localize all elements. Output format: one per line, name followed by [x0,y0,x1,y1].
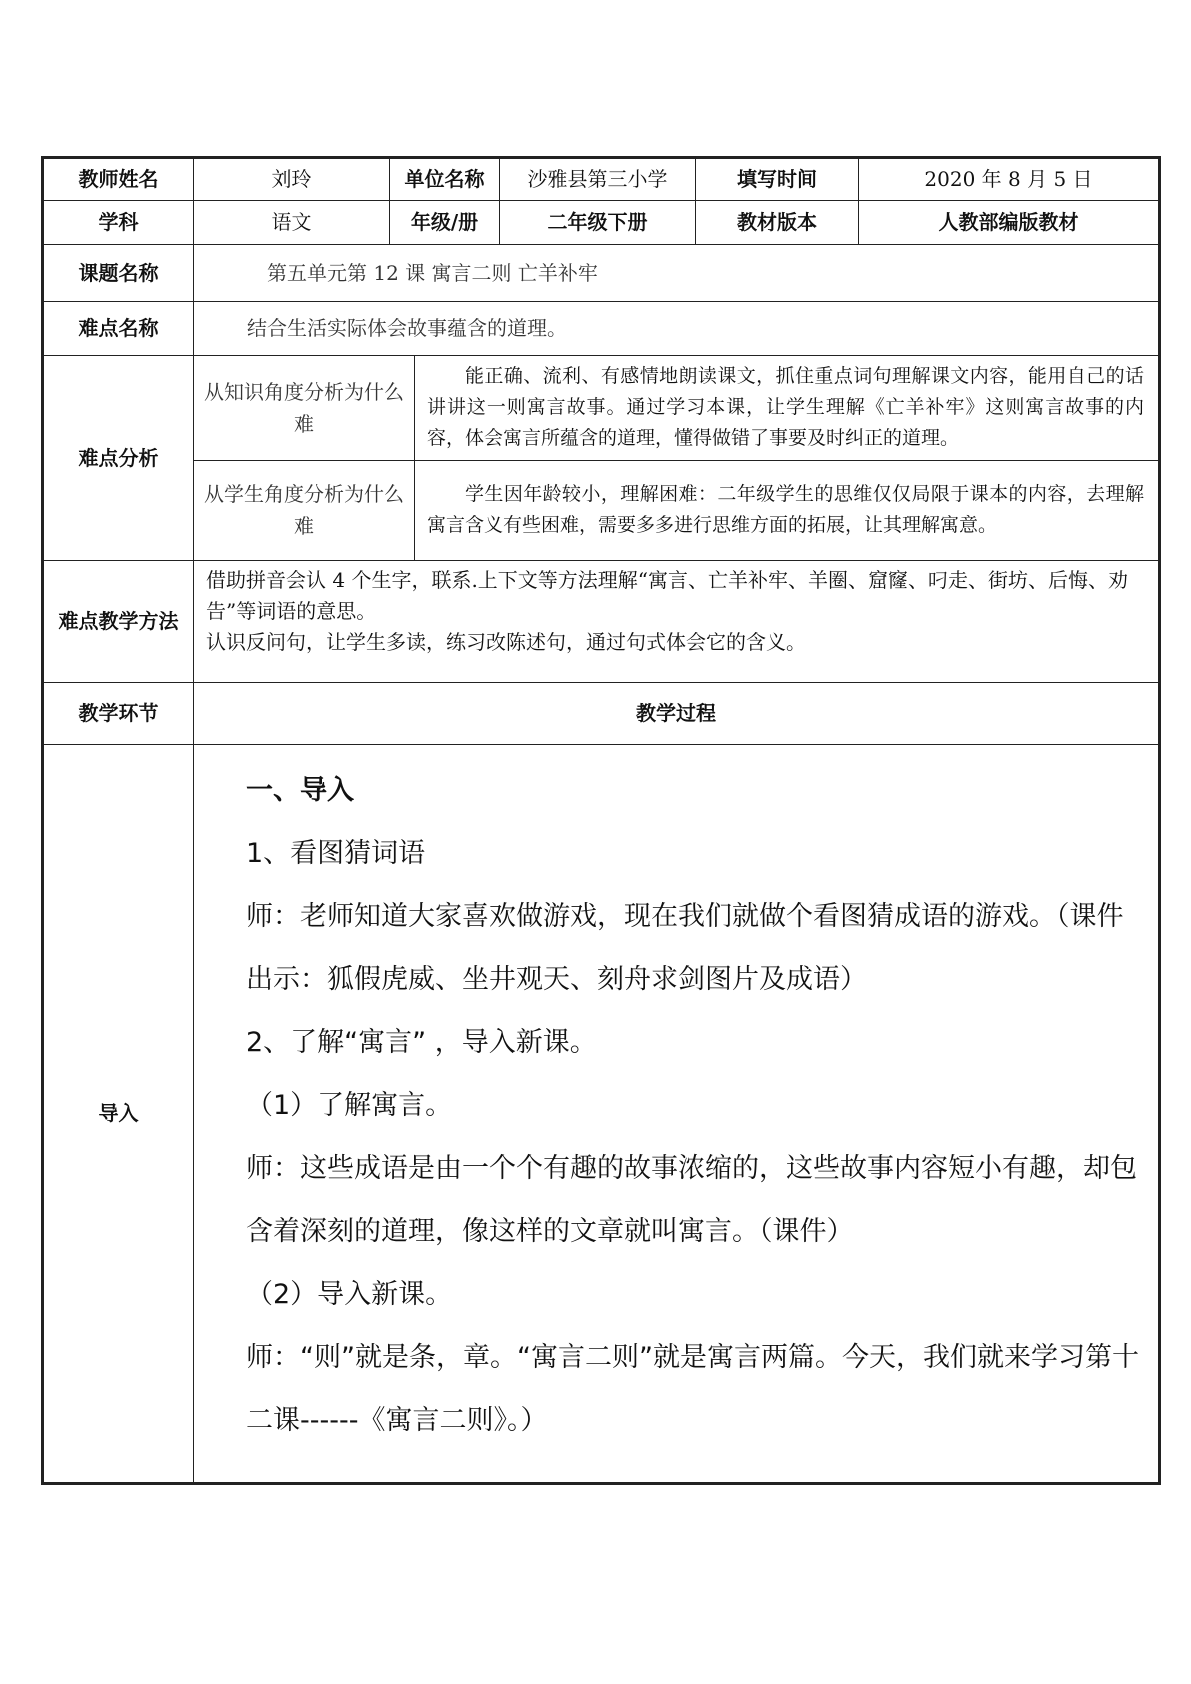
topic-value: 第五单元第 12 课 寓言二则 亡羊补牢 [194,245,1160,302]
intro-heading: 一、导入 [246,775,354,806]
edition-label: 教材版本 [696,201,859,245]
analysis-cell [194,356,1160,561]
method-line-2: 认识反问句，让学生多读，练习改陈述句，通过句式体会它的含义。 [206,630,806,654]
method-label: 难点教学方法 [43,561,194,683]
stage-column-header: 教学环节 [43,683,194,745]
intro-row [43,745,1160,1484]
student-analysis-row [194,460,1158,560]
subject-value: 语文 [194,201,390,245]
intro-step-1: 1、看图猜词语 [246,838,426,869]
process-column-header: 教学过程 [194,683,1160,745]
topic-row [43,245,1160,302]
header-row-2 [43,201,1160,245]
unit-label: 单位名称 [390,158,500,201]
header-row-1 [43,158,1160,201]
intro-substep-2: （2）导入新课。 [246,1279,453,1310]
intro-process-cell [194,745,1160,1484]
intro-teacher-line-3: 师：“则”就是条，章。“寓言二则”就是寓言两篇。今天，我们就来学习第十二课------《寓言二则》。） [246,1342,1139,1436]
student-angle-text: 学生因年龄较小，理解困难：二年级学生的思维仅仅局限于课本的内容，去理解寓言含义有些困难，需要多多进行思维方面的拓展，让其理解寓意。 [415,460,1159,560]
analysis-label: 难点分析 [43,356,194,561]
subject-label: 学科 [43,201,194,245]
grade-label: 年级/册 [390,201,500,245]
method-line-1: 借助拼音会认 4 个生字，联系.上下文等方法理解“寓言、亡羊补牢、羊圈、窟窿、叼走、街坊、后悔、劝告”等词语的意思。 [206,568,1129,623]
topic-label: 课题名称 [43,245,194,302]
knowledge-analysis-row [194,356,1158,460]
analysis-subtable [194,356,1158,560]
date-value: 2020 年 8 月 5 日 [859,158,1160,201]
difficulty-value: 结合生活实际体会故事蕴含的道理。 [194,302,1160,356]
intro-step-2: 2、了解“寓言” ，导入新课。 [246,1027,597,1058]
teacher-name-value: 刘玲 [194,158,390,201]
process-header-row [43,683,1160,745]
grade-value: 二年级下册 [500,201,696,245]
method-cell [194,561,1160,683]
method-row [43,561,1160,683]
date-label: 填写时间 [696,158,859,201]
knowledge-angle-label: 从知识角度分析为什么难 [194,356,415,460]
student-angle-label: 从学生角度分析为什么难 [194,460,415,560]
lesson-plan-table [41,156,1161,1485]
intro-stage-label: 导入 [43,745,194,1484]
unit-value: 沙雅县第三小学 [500,158,696,201]
difficulty-label: 难点名称 [43,302,194,356]
edition-value: 人教部编版教材 [859,201,1160,245]
lesson-plan-form [41,156,1158,1485]
difficulty-row [43,302,1160,356]
analysis-row [43,356,1160,561]
knowledge-angle-text: 能正确、流利、有感情地朗读课文，抓住重点词句理解课文内容，能用自己的话讲讲这一则寓言故事。通过学习本课，让学生理解《亡羊补牢》这则寓言故事的内容，体会寓言所蕴含的道理，懂得做错了事要及时纠正的道理。 [427,364,1144,450]
intro-teacher-line-2: 师：这些成语是由一个个有趣的故事浓缩的，这些故事内容短小有趣，却包含着深刻的道理，像这样的文章就叫寓言。（课件） [246,1153,1137,1247]
intro-teacher-line-1: 师：老师知道大家喜欢做游戏，现在我们就做个看图猜成语的游戏。（课件出示：狐假虎威、坐井观天、刻舟求剑图片及成语） [246,901,1124,995]
teacher-name-label: 教师姓名 [43,158,194,201]
intro-substep-1: （1）了解寓言。 [246,1090,453,1121]
